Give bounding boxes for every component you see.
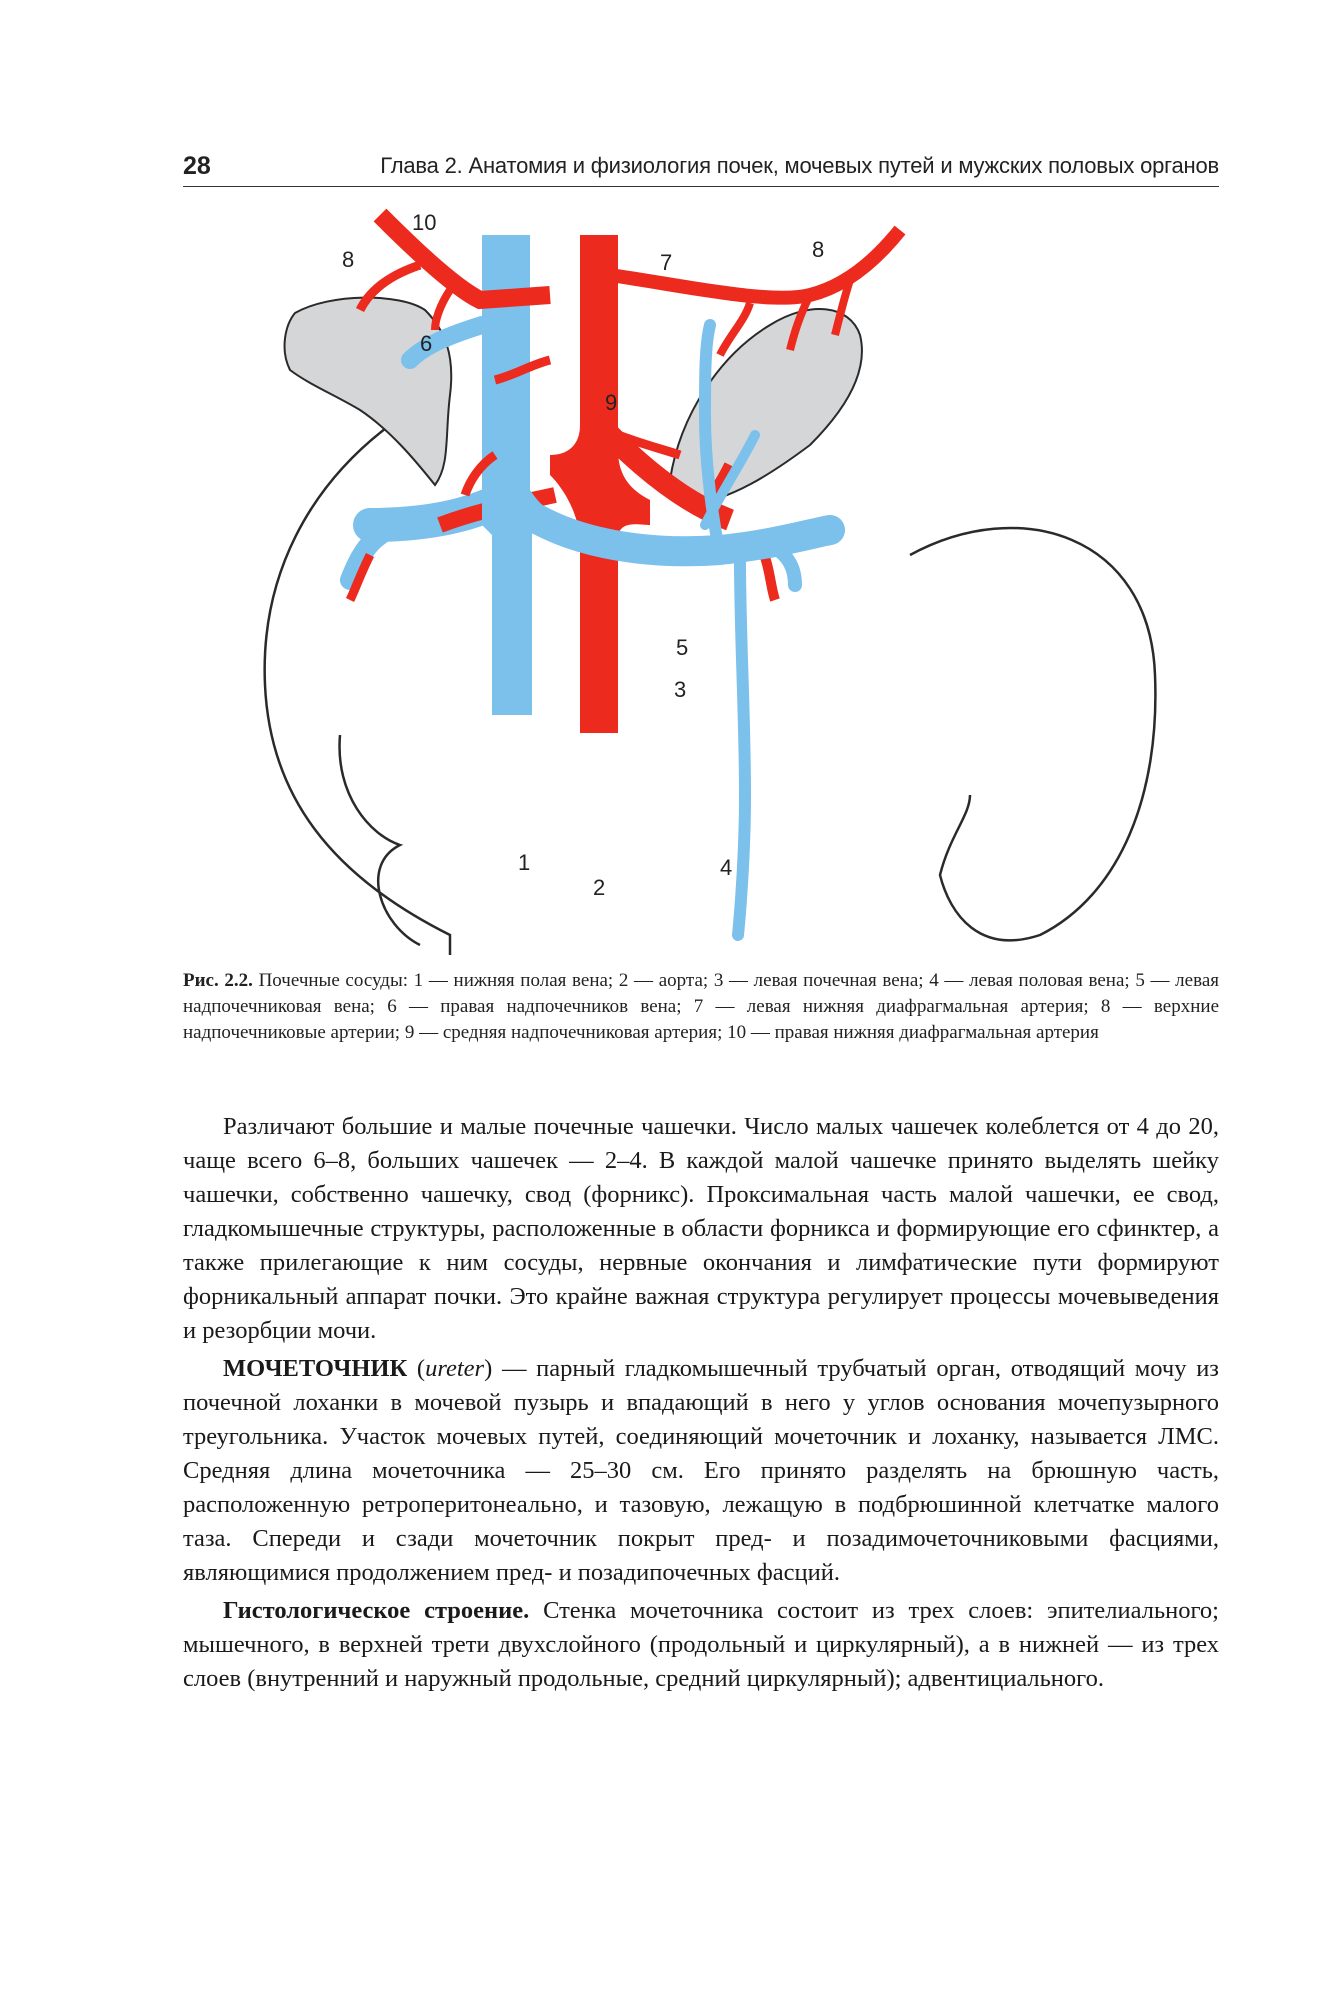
paragraph-ureter: МОЧЕТОЧНИК (ureter) — парный гладкомышечный трубчатый орган, отводящий мочу из почечной лоханки в мочевой пузырь и впадающий в него у углов основания мочепузырного треугольника. Участок мочевых путей, соединяющий мочеточник и лоханку, называется ЛМС. Средняя длина мочеточника — 25–30 см. Его принято разделять на брюшную часть, расположенную ретроперитонеально, и тазовую, лежащую в подбрюшинной клетчатке малого таза. Спереди и сзади мочеточник покрыт пред- и позадимочеточниковыми фасциями, являющимися продолжением пред- и позадипочечных фасций. [183,1355,1219,1586]
label-2: 2 [593,875,606,900]
term-ureter: МОЧЕТОЧНИК [223,1355,408,1382]
body-text [183,1110,1219,1700]
label-8-right: 8 [342,247,355,272]
left-renal-vein [530,515,830,551]
running-head [183,150,1219,187]
right-kidney-outline [265,425,450,955]
right-superior-adrenal-artery-2 [435,290,450,330]
aorta [550,235,650,733]
left-adrenal-gland [670,309,862,505]
label-3: 3 [674,677,687,702]
renal-vessels-figure [250,210,1180,955]
label-9: 9 [605,390,618,415]
label-8-left: 8 [812,237,825,262]
left-gonadal-vein [738,560,745,935]
paragraph-histology [183,1594,1219,1696]
paragraph-calyces: Различают большие и малые почечные чашечки. Число малых чашечек колеблется от 4 до 20, чаще всего 6–8, больших чашечек — 2–4. В каждой малой чашечке принято выделять шейку чашечки, собственно чашечку, свод (форникс). Проксимальная часть малой чашечки, ее свод, гладкомышечные структуры, расположенные в области форникса и формирующие его сфинктер, а также прилегающие к ним сосуды, нервные окончания и лимфатические пути формируют форникальный аппарат почки. Это крайне важная структура регулирует процессы мочевыведения и резорбции мочи. [183,1113,1219,1344]
page-number: 28 [183,152,211,180]
caption-text: Почечные сосуды: 1 — нижняя полая вена; 2 — аорта; 3 — левая почечная вена; 4 — левая половая вена; 5 — левая надпочечниковая вена; 6 — правая надпочечников вена; 7 — левая нижняя диафрагмальная артерия; 8 — верхние надпочечниковые артерии; 9 — средняя надпочечниковая артерия; 10 — правая нижняя диафрагмальная артерия [183,970,1219,1043]
label-4: 4 [720,855,733,880]
right-kidney-outline-inner [340,735,420,945]
paragraph-ureter-text: — парный гладкомышечный трубчатый орган, отводящий мочу из почечной лоханки в мочевой пузырь и впадающий в него у углов основания мочепузырного треугольника. Участок мочевых путей, соединяющий мочеточник и лоханку, называется ЛМС. Средняя длина мочеточника — 25–30 см. Его принято разделять на брюшную часть, расположенную ретроперитонеально, и тазовую, лежащую в подбрюшинной клетчатке малого таза. Спереди и сзади мочеточник покрыт пред- и позадимочеточниковыми фасциями, являющимися продолжением пред- и позадипочечных фасций. [183,1355,1219,1586]
caption-label: Рис. 2.2. [183,970,253,991]
left-kidney-outline [910,528,1155,940]
label-1: 1 [518,850,531,875]
paragraph-histology-text: Стенка мочеточника состоит из трех слоев: эпителиального; мышечного, в верхней трети двухслойного (продольный и циркулярный), а в нижней — из трех слоев (внутренний и наружный продольные, средний циркулярный); адвентициального. [183,1597,1219,1692]
label-7: 7 [660,250,673,275]
chapter-title: Глава 2. Анатомия и физиология почек, мочевых путей и мужских половых органов [380,153,1219,178]
left-inferior-phrenic-artery [610,230,900,298]
label-10: 10 [412,210,437,235]
latin-ureter: ureter [425,1355,485,1382]
renal-vessels-diagram [250,210,1180,955]
figure-caption [183,968,1219,1046]
label-5: 5 [676,635,689,660]
label-6: 6 [420,331,433,356]
term-histology: Гистологическое строение. [223,1597,530,1624]
right-adrenal-gland [285,298,452,485]
